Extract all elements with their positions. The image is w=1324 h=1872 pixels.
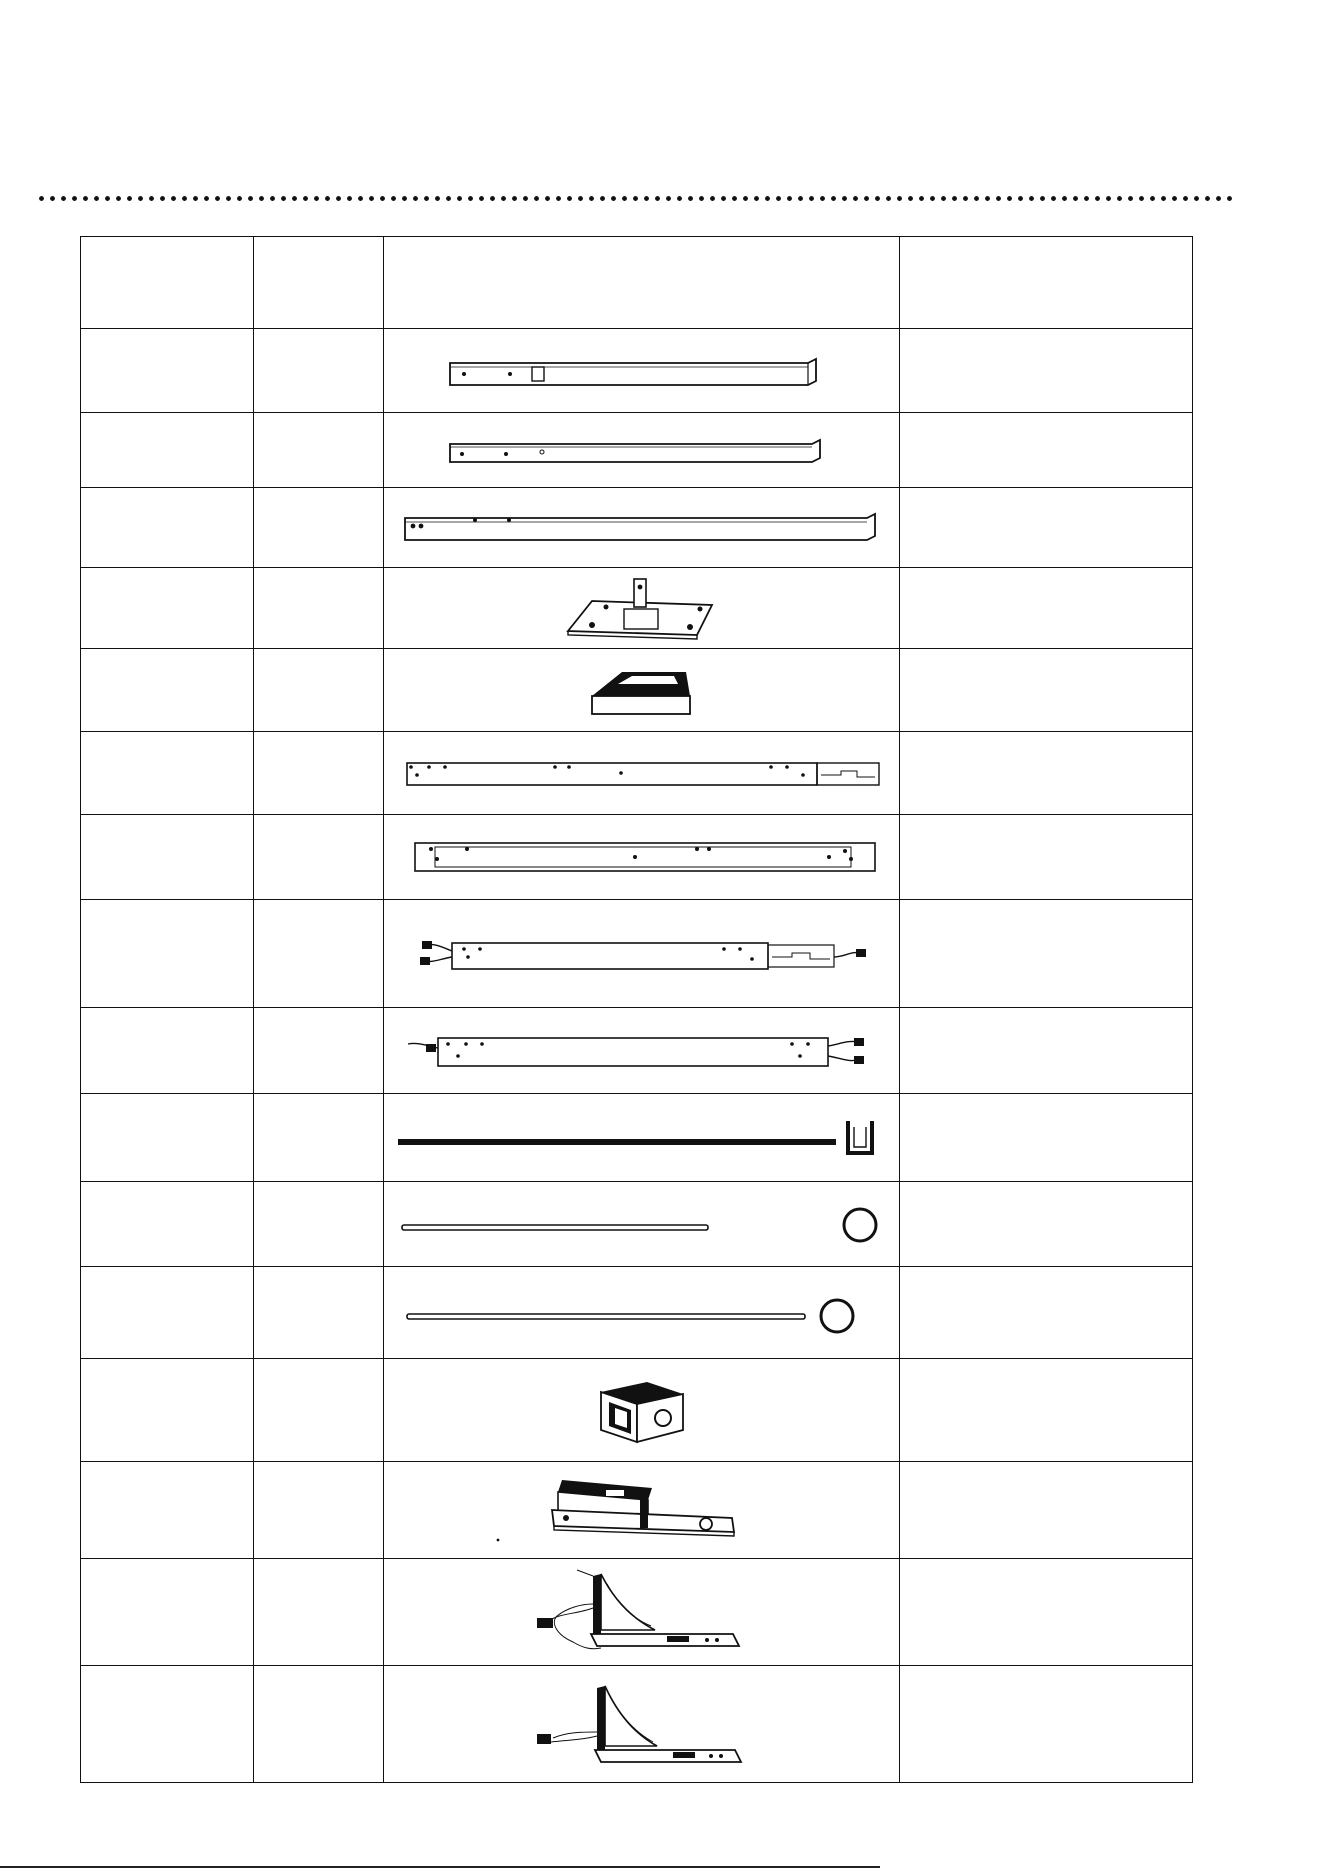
description-cell: [900, 649, 1193, 732]
picture-cell: [384, 1559, 900, 1666]
picture-cell: [384, 329, 900, 413]
part-cell: [81, 732, 254, 815]
picture-cell: [384, 1094, 900, 1182]
table-row: [81, 1008, 1193, 1094]
qty-cell: [254, 413, 384, 488]
wired-corner-bracket-b-icon: [527, 1674, 757, 1774]
description-cell: [900, 568, 1193, 649]
header-cell: [900, 237, 1193, 329]
part-cell: [81, 1008, 254, 1094]
upright-tube-slim-icon: [432, 432, 852, 468]
part-cell: [81, 1666, 254, 1783]
header-cell: [81, 237, 254, 329]
table-row: [81, 1182, 1193, 1267]
description-cell: [900, 1182, 1193, 1267]
table-row: [81, 413, 1193, 488]
qty-cell: [254, 1094, 384, 1182]
table-row: [81, 900, 1193, 1008]
table-row: [81, 568, 1193, 649]
base-plate-with-tab-icon: [552, 575, 732, 641]
part-cell: [81, 1267, 254, 1359]
u-channel-bar-icon: [392, 1113, 892, 1163]
table-row: [81, 1359, 1193, 1462]
side-rail-right-icon: [407, 837, 877, 877]
table-row: [81, 1559, 1193, 1666]
side-rail-left-icon: [397, 755, 887, 791]
description-cell: [900, 1559, 1193, 1666]
part-cell: [81, 1462, 254, 1559]
qty-cell: [254, 732, 384, 815]
description-cell: [900, 413, 1193, 488]
part-cell: [81, 815, 254, 900]
picture-cell: [384, 488, 900, 568]
wired-rail-right-icon: [402, 1026, 882, 1076]
header-cell: [254, 237, 384, 329]
table-header-row: [81, 237, 1193, 329]
qty-cell: [254, 568, 384, 649]
picture-cell: [384, 815, 900, 900]
table-row: [81, 1462, 1193, 1559]
table-row: [81, 815, 1193, 900]
qty-cell: [254, 815, 384, 900]
qty-cell: [254, 1008, 384, 1094]
description-cell: [900, 1267, 1193, 1359]
picture-cell: [384, 1008, 900, 1094]
foot-cap-icon: [582, 658, 702, 722]
qty-cell: [254, 1267, 384, 1359]
part-cell: [81, 1359, 254, 1462]
part-cell: [81, 1559, 254, 1666]
table-row: [81, 329, 1193, 413]
picture-cell: [384, 1462, 900, 1559]
picture-cell: [384, 1182, 900, 1267]
picture-cell: [384, 649, 900, 732]
qty-cell: [254, 900, 384, 1008]
description-cell: [900, 1094, 1193, 1182]
picture-cell: [384, 413, 900, 488]
part-cell: [81, 1182, 254, 1267]
table-row: [81, 1666, 1193, 1783]
part-cell: [81, 1094, 254, 1182]
table-row: [81, 1094, 1193, 1182]
table-row: [81, 488, 1193, 568]
description-cell: [900, 732, 1193, 815]
table-row: [81, 1267, 1193, 1359]
dotted-divider: [36, 196, 1236, 201]
round-rod-long-icon: [397, 1288, 887, 1338]
description-cell: [900, 1359, 1193, 1462]
part-cell: [81, 900, 254, 1008]
mounting-bracket-icon: [472, 1470, 812, 1550]
description-cell: [900, 1462, 1193, 1559]
description-cell: [900, 900, 1193, 1008]
bottom-rule: [0, 1866, 880, 1868]
qty-cell: [254, 1359, 384, 1462]
picture-cell: [384, 900, 900, 1008]
picture-cell: [384, 568, 900, 649]
description-cell: [900, 815, 1193, 900]
description-cell: [900, 1666, 1193, 1783]
part-cell: [81, 568, 254, 649]
part-cell: [81, 649, 254, 732]
qty-cell: [254, 1666, 384, 1783]
table-row: [81, 732, 1193, 815]
picture-cell: [384, 1267, 900, 1359]
picture-cell: [384, 732, 900, 815]
description-cell: [900, 1008, 1193, 1094]
round-rod-short-icon: [392, 1199, 892, 1249]
qty-cell: [254, 488, 384, 568]
long-tube-icon: [397, 508, 887, 548]
header-cell: [384, 237, 900, 329]
picture-cell: [384, 1359, 900, 1462]
qty-cell: [254, 1182, 384, 1267]
qty-cell: [254, 1559, 384, 1666]
part-cell: [81, 488, 254, 568]
wired-corner-bracket-a-icon: [527, 1564, 757, 1660]
wired-rail-left-icon: [412, 929, 872, 979]
description-cell: [900, 329, 1193, 413]
connector-block-icon: [587, 1372, 697, 1448]
upright-tube-short-icon: [432, 351, 852, 391]
description-cell: [900, 488, 1193, 568]
picture-cell: [384, 1666, 900, 1783]
part-cell: [81, 329, 254, 413]
qty-cell: [254, 649, 384, 732]
table-row: [81, 649, 1193, 732]
part-cell: [81, 413, 254, 488]
qty-cell: [254, 329, 384, 413]
parts-list-table: [80, 236, 1193, 1783]
qty-cell: [254, 1462, 384, 1559]
